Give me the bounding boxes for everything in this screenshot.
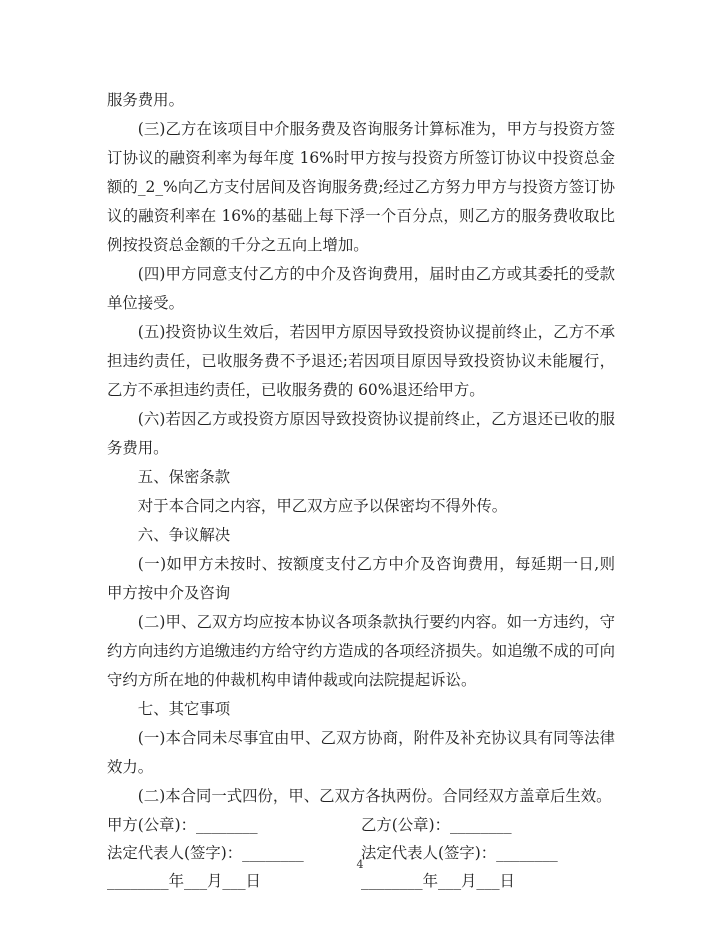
party-b-date-field: ________年___月___日: [361, 872, 515, 890]
party-a-representative-field: 法定代表人(签字)：________: [107, 844, 304, 862]
signature-block: [107, 811, 615, 895]
party-a-date-field: ________年___月___日: [107, 872, 261, 890]
paragraph-confidentiality: 对于本合同之内容，甲乙双方应予以保密均不得外传。: [137, 497, 508, 515]
paragraph-fee-standard: (三)乙方在该项目中介服务费及咨询服务计算标准为，甲方与投资方签订协议的融资利率为每年度 16%时甲方按与投资方所签订协议中投资总金额的_2_%向乙方支付居间及咨询服务费;经过乙方努力甲方与投资方签订协议的融资利率在 16%的基础上每下浮一个百分点，则乙方的服务费收取比例按投资总金额的千分之五向上增加。: [107, 120, 615, 254]
signature-row-seal: [107, 811, 615, 839]
paragraph-late-payment: (一)如甲方未按时、按额度支付乙方中介及咨询费用，每延期一日,则甲方按中介及咨询: [107, 555, 615, 602]
paragraph-payment-agreement: (四)甲方同意支付乙方的中介及咨询费用，届时由乙方或其委托的受款单位接受。: [107, 265, 615, 312]
paragraph-supplement: (一)本合同未尽事宜由甲、乙双方协商，附件及补充协议具有同等法律效力。: [107, 729, 615, 776]
party-b-representative-field: 法定代表人(签字)：________: [361, 844, 558, 862]
signature-row-date: [107, 867, 615, 895]
party-a-seal-field: 甲方(公章)：________: [107, 816, 258, 834]
paragraph-breach: (二)甲、乙双方均应按本协议各项条款执行要约内容。如一方违约，守约方向违约方追缴违约方给守约方造成的各项经济损失。如追缴不成的可向守约方所在地的仲裁机构申请仲裁或向法院提起诉讼。: [107, 613, 615, 689]
section-heading-other: 七、其它事项: [137, 700, 231, 718]
paragraph-copies: (二)本合同一式四份，甲、乙双方各执两份。合同经双方盖章后生效。: [137, 787, 612, 805]
section-heading-dispute: 六、争议解决: [137, 526, 231, 544]
party-b-seal-field: 乙方(公章)：________: [361, 816, 512, 834]
paragraph-service-fee-end: 服务费用。: [107, 91, 184, 109]
paragraph-termination-party-b: (六)若因乙方或投资方原因导致投资协议提前终止，乙方退还已收的服务费用。: [107, 410, 615, 457]
section-heading-confidentiality: 五、保密条款: [137, 468, 231, 486]
page-number: 4: [356, 858, 364, 871]
document-body: [107, 86, 615, 895]
paragraph-termination-party-a: (五)投资协议生效后，若因甲方原因导致投资协议提前终止，乙方不承担违约责任，已收服务费不予退还;若因项目原因导致投资协议未能履行，乙方不承担违约责任，已收服务费的 60%退还给甲方。: [107, 323, 615, 399]
